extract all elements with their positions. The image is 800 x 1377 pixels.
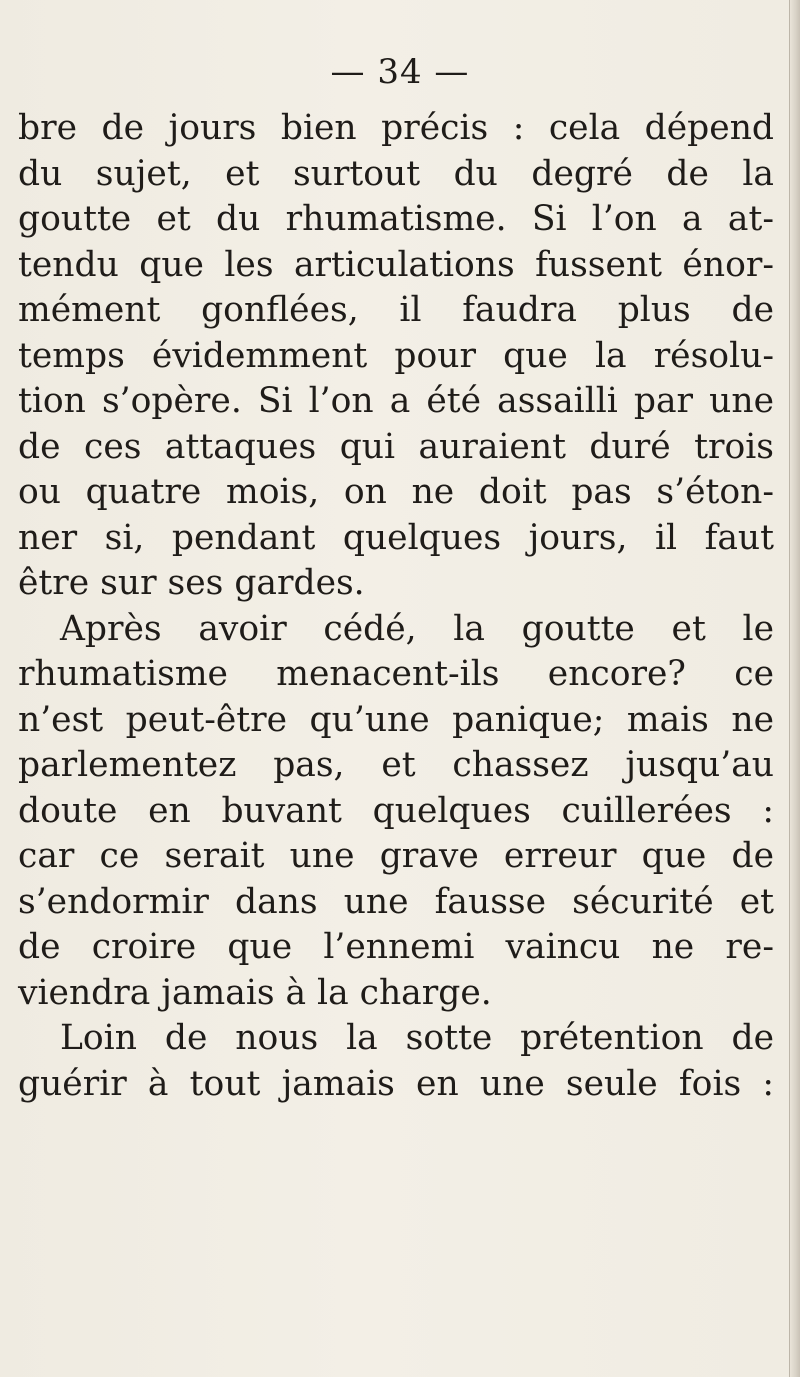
text-line: ou quatre mois, on ne doit pas s’éton- <box>18 472 774 512</box>
text-line: car ce serait une grave erreur que de <box>18 836 774 876</box>
text-line: parlementez pas, et chassez jusqu’au <box>18 745 774 785</box>
text-line: tion s’opère. Si l’on a été assailli par une <box>18 381 774 421</box>
text-line: du sujet, et surtout du degré de la <box>18 153 774 194</box>
text-line: de ces attaques qui auraient duré trois <box>18 426 774 467</box>
text-line: s’endormir dans une fausse sécurité et <box>18 881 774 922</box>
text-line: rhumatisme menacent-ils encore? ce <box>18 654 774 694</box>
text-line: guérir à tout jamais en une seule fois : <box>18 1063 774 1104</box>
text-line-paragraph-start: Après avoir cédé, la goutte et le <box>60 608 774 649</box>
text-line: doute en buvant quelques cuillerées : <box>18 790 774 831</box>
text-line: temps évidemment pour que la résolu- <box>18 335 774 376</box>
text-line: goutte et du rhumatisme. Si l’on a at- <box>18 199 774 239</box>
text-line: n’est peut-être qu’une panique; mais ne <box>18 699 774 740</box>
text-line-paragraph-start: Loin de nous la sotte prétention de <box>60 1018 774 1058</box>
body-text <box>18 106 774 1107</box>
text-line: bre de jours bien précis : cela dépend <box>18 108 774 148</box>
text-line-paragraph-end: viendra jamais à la charge. <box>18 972 492 1013</box>
text-line: ner si, pendant quelques jours, il faut <box>18 517 774 558</box>
text-line: tendu que les articulations fussent énor- <box>18 244 774 285</box>
text-line-paragraph-end: être sur ses gardes. <box>18 563 365 603</box>
text-line: de croire que l’ennemi vaincu ne re- <box>18 927 774 967</box>
text-line: mément gonflées, il faudra plus de <box>18 290 774 330</box>
page-number-header: — 34 — <box>330 52 470 92</box>
page-edge <box>789 0 800 1377</box>
